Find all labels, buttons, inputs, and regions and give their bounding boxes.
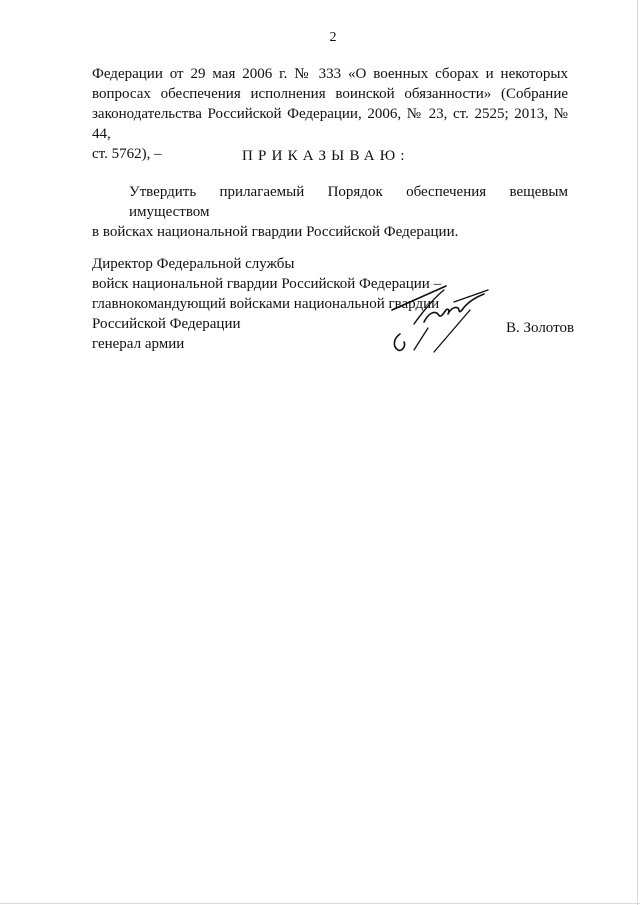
page-edge <box>637 0 638 905</box>
order-paragraph <box>92 182 568 242</box>
order-heading: ПРИКАЗЫВАЮ: <box>242 148 410 164</box>
order-line: Утвердить прилагаемый Порядок обеспечения вещевым имуществом <box>129 184 568 220</box>
intro-line: Федерации от 29 мая 2006 г. № 333 «О военных сборах и некоторых <box>92 66 568 82</box>
signatory-title-line: Российской Федерации <box>92 316 241 332</box>
page-edge <box>0 903 640 904</box>
signatory-title-line: Директор Федеральной службы <box>92 256 295 272</box>
order-line: в войсках национальной гвардии Российской Федерации. <box>92 224 459 240</box>
handwritten-signature <box>384 280 504 360</box>
signatory-title-line: главнокомандующий войсками национальной гвардии <box>92 296 440 312</box>
intro-line: ст. 5762), – <box>92 146 162 162</box>
signatory-name: В. Золотов <box>506 320 575 336</box>
page-number: 2 <box>329 30 337 45</box>
signatory-title-line: войск национальной гвардии Российской Федерации – <box>92 276 442 292</box>
signatory-title-line: генерал армии <box>92 336 185 352</box>
intro-line: законодательства Российской Федерации, 2006, № 23, ст. 2525; 2013, № 44, <box>92 106 568 142</box>
intro-line: вопросах обеспечения исполнения воинской обязанности» (Собрание <box>92 86 568 102</box>
